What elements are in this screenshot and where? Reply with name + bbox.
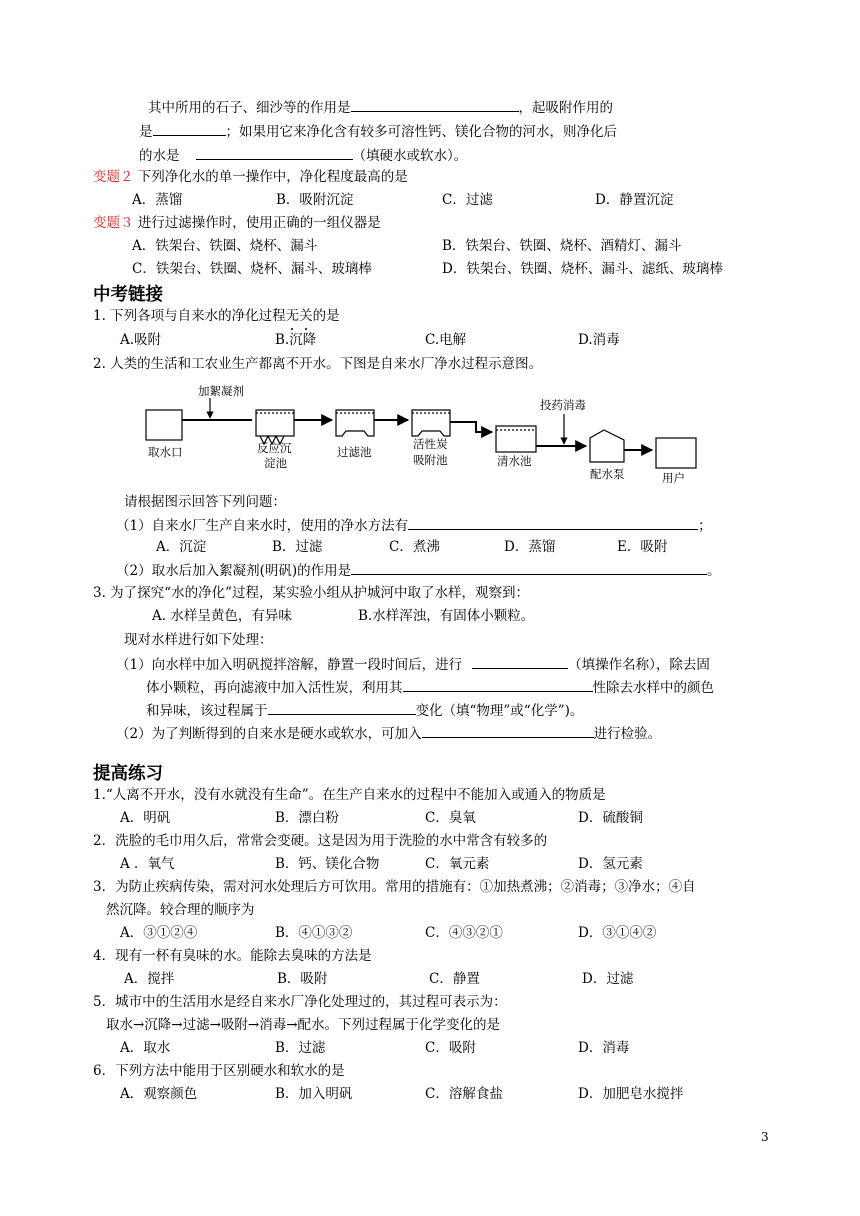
- option: C．铁架台、铁圈、烧杯、漏斗、玻璃棒: [132, 261, 372, 277]
- option: A．沉淀: [156, 539, 207, 555]
- label-reaction: 淀池: [264, 456, 287, 470]
- variant-label: 变题３: [93, 215, 134, 231]
- intake-box: [146, 410, 182, 440]
- label-carbon: 吸附池: [413, 453, 448, 467]
- option: B．铁架台、铁圈、烧杯、酒精灯、漏斗: [442, 238, 682, 254]
- option: B．过滤: [272, 539, 323, 555]
- question-stem: 2．洗脸的毛巾用久后，常常会变硬。这是因为用于洗脸的水中常含有较多的: [93, 833, 548, 849]
- option: A．③①②④: [120, 925, 198, 941]
- option: A．明矾: [120, 810, 171, 826]
- label-filter: 过滤池: [337, 445, 372, 459]
- option: D．铁架台、铁圈、烧杯、漏斗、滤纸、玻璃棒: [442, 261, 723, 277]
- option: D．加肥皂水搅拌: [578, 1086, 684, 1102]
- label-carbon: 活性炭: [413, 437, 448, 451]
- variant-label: 变题２: [93, 169, 134, 185]
- observation-a: A. 水样呈黄色，有异味: [152, 608, 292, 624]
- answer-blank[interactable]: [153, 122, 226, 136]
- observation-b: B.水样浑浊，有固体小颗粒。: [358, 608, 535, 624]
- question-stem-cont: 然沉降。较合理的顺序为: [106, 902, 255, 918]
- option: B．漂白粉: [275, 810, 339, 826]
- q2-prompt: 请根据图示回答下列问题：: [124, 494, 286, 510]
- question-stem: 4．现有一杯有臭味的水。能除去臭味的方法是: [93, 948, 372, 964]
- q2-sub-1: （1）自来水厂生产自来水时，使用的净水方法有 ；: [116, 518, 712, 534]
- option: A．蒸馏: [132, 192, 183, 208]
- option: C．过滤: [442, 192, 493, 208]
- question-stem-cont: 取水→沉降→过滤→吸附→消毒→配水。下列过程属于化学变化的是: [106, 1017, 501, 1033]
- answer-blank[interactable]: [351, 98, 519, 112]
- q3-sub-2: （2）为了判断得到的自来水是硬水或软水，可加入 进行检验。: [116, 726, 662, 742]
- option: D．硫酸铜: [578, 810, 643, 826]
- label-reaction: 反应沉: [257, 441, 292, 455]
- option: D．静置沉淀: [595, 192, 674, 208]
- section-title: 中考链接: [93, 285, 163, 305]
- q3-sub-1-cont: 体小颗粒，再向滤液中加入活性炭，利用其 性除去水样中的颜色: [146, 680, 714, 696]
- option: C．④③②①: [425, 925, 503, 941]
- option: C．溶解食盐: [425, 1086, 503, 1102]
- option: C．煮沸: [389, 539, 440, 555]
- option: A．搅拌: [124, 971, 175, 987]
- option: D.消毒: [578, 332, 620, 348]
- option: B．④①③②: [275, 925, 353, 941]
- answer-blank[interactable]: [196, 146, 353, 160]
- section-title: 提高练习: [93, 764, 163, 784]
- question-stem: 5．城市中的生活用水是经自来水厂净化处理过的，其过程可表示为：: [93, 994, 507, 1010]
- option: B．吸附: [277, 971, 328, 987]
- intro-line-1: 其中所用的石子、细沙等的作用是 ，起吸附作用的: [148, 100, 613, 116]
- q2-sub-2: （2）取水后加入絮凝剂(明矾)的作用是 。: [116, 563, 721, 579]
- variant-3-stem: 变题３ 进行过滤操作时，使用正确的一组仪器是: [93, 215, 381, 231]
- answer-blank[interactable]: [268, 701, 416, 715]
- water-treatment-diagram: [140, 380, 730, 490]
- filter-tank: [336, 410, 374, 436]
- label-intake: 取水口: [148, 445, 183, 459]
- question-stem: 3．为防止疾病传染，需对河水处理后方可饮用。常用的措施有：①加热煮沸；②消毒；③净水；④自: [93, 879, 696, 895]
- page-number: 3: [761, 1130, 769, 1144]
- option: C．吸附: [425, 1040, 476, 1056]
- question-1-stem: 1. 下列各项与自来水的净化过程无关的是: [93, 308, 340, 324]
- reaction-tank: [256, 410, 294, 436]
- option: C．氧元素: [425, 856, 490, 872]
- option: C.电解: [425, 332, 467, 348]
- label-user: 用户: [662, 471, 685, 485]
- question-3-stem: 3. 为了探究“水的净化”过程，某实验小组从护城河中取了水样，观察到：: [93, 585, 529, 601]
- question-stem: 6．下列方法中能用于区别硬水和软水的是: [93, 1063, 345, 1079]
- variant-2-stem: 变题２ 下列净化水的单一操作中，净化程度最高的是: [93, 169, 408, 185]
- question-2-stem: 2. 人类的生活和工农业生产都离不开水。下图是自来水厂净水过程示意图。: [93, 356, 543, 372]
- option: D．氢元素: [578, 856, 643, 872]
- option: B．过滤: [275, 1040, 326, 1056]
- option: D．蒸馏: [504, 539, 556, 555]
- option: A．取水: [120, 1040, 171, 1056]
- pump-icon: [590, 430, 624, 462]
- answer-blank[interactable]: [472, 655, 568, 669]
- option: A ．氧气: [120, 856, 175, 872]
- option: B．吸附沉淀: [276, 192, 354, 208]
- option: B．钙、镁化合物: [275, 856, 380, 872]
- answer-blank[interactable]: [422, 724, 594, 738]
- answer-blank[interactable]: [351, 561, 707, 575]
- question-stem: 1.“人离不开水，没有水就没有生命”。在生产自来水的过程中不能加入或通入的物质是: [93, 787, 606, 803]
- option: A．观察颜色: [120, 1086, 198, 1102]
- option: D．③①④②: [578, 925, 657, 941]
- option: A．铁架台、铁圈、烧杯、漏斗: [132, 238, 318, 254]
- option: E．吸附: [617, 539, 668, 555]
- label-pump: 配水泵: [590, 467, 625, 481]
- answer-blank[interactable]: [403, 678, 593, 692]
- q3-sub-1-cont: 和异味，该过程属于 变化（填“物理”或“化学”)。: [146, 703, 584, 719]
- option: C．臭氧: [425, 810, 476, 826]
- user-box: [656, 438, 696, 468]
- option: B．加入明矾: [275, 1086, 353, 1102]
- option: A.吸附: [120, 332, 162, 348]
- option: D．消毒: [578, 1040, 630, 1056]
- label-clear: 清水池: [497, 454, 532, 468]
- label-coagulant: 加絮凝剂: [198, 384, 244, 398]
- label-dosing: 投药消毒: [540, 398, 586, 412]
- option: B.沉降: [275, 332, 317, 348]
- q3-sub-1: （1）向水样中加入明矾搅拌溶解，静置一段时间后，进行 （填操作名称），除去固: [116, 657, 710, 673]
- answer-blank[interactable]: [408, 516, 698, 530]
- option: D．过滤: [582, 971, 634, 987]
- option: C．静置: [429, 971, 480, 987]
- intro-line-3: 的水是 （填硬水或软水）。: [139, 148, 468, 164]
- carbon-tank: [412, 410, 450, 436]
- intro-line-2: 是 ；如果用它来净化含有较多可溶性钙、镁化合物的河水，则净化后: [139, 124, 617, 140]
- q3-treat: 现对水样进行如下处理：: [124, 632, 273, 648]
